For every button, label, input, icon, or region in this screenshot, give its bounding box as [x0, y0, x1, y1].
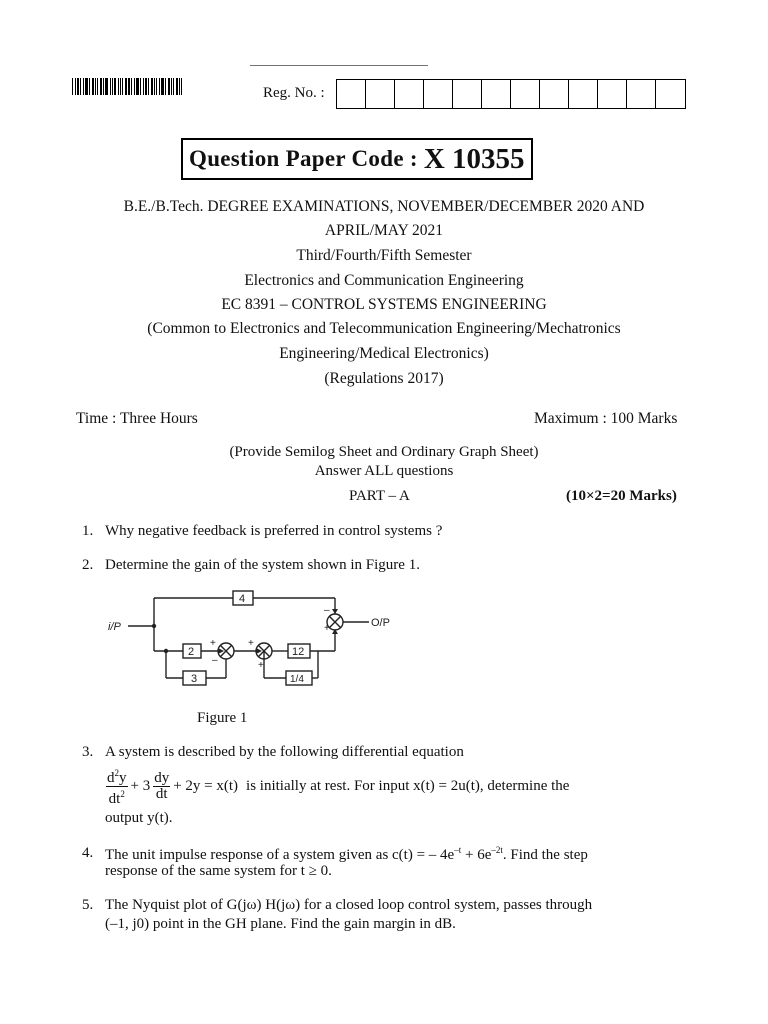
- figure-block-3: 3: [191, 673, 198, 685]
- barcode-bar: [75, 78, 76, 95]
- figure-sign: +: [324, 623, 330, 634]
- figure-1-caption: Figure 1: [197, 710, 248, 726]
- figure-block-quarter: 1/4: [290, 674, 304, 685]
- barcode-bar: [110, 78, 111, 95]
- question-number: 4.: [82, 845, 94, 861]
- barcode-bar: [171, 78, 172, 95]
- question-number: 2.: [82, 557, 94, 573]
- barcode-bar: [95, 78, 96, 95]
- question-3-line-3: output y(t).: [105, 810, 173, 826]
- reg-no-digit-box[interactable]: [598, 80, 627, 108]
- reg-no-digit-box[interactable]: [424, 80, 453, 108]
- exam-title-line-2: APRIL/MAY 2021: [324, 222, 444, 239]
- barcode-bar: [140, 78, 141, 95]
- barcode-bar: [179, 78, 180, 95]
- q4-exp-1: –t: [454, 845, 462, 855]
- barcode-bar: [72, 78, 73, 95]
- common-to-line-2: Engineering/Medical Electronics): [279, 345, 489, 362]
- top-link-line: [250, 65, 428, 66]
- paper-code-box: [181, 138, 533, 180]
- barcode-bar: [151, 78, 153, 95]
- figure-input-label: i/P: [108, 621, 121, 633]
- barcode-bar: [128, 78, 130, 95]
- barcode-bar: [118, 78, 119, 95]
- q4-part-a: The unit impulse response of a system given as c(t) = – 4e: [105, 847, 455, 863]
- differential-equation: [106, 765, 569, 807]
- reg-no-label: Reg. No. :: [263, 85, 325, 101]
- figure-sign: +: [258, 660, 264, 671]
- barcode-bar: [112, 78, 113, 95]
- question-number: 5.: [82, 897, 94, 913]
- answer-all-note: Answer ALL questions: [314, 463, 454, 479]
- question-text: Determine the gain of the system shown in Figure 1.: [105, 557, 420, 573]
- barcode-bar: [161, 78, 164, 95]
- question-text: Why negative feedback is preferred in control systems ?: [105, 523, 443, 539]
- barcode-bar: [134, 78, 135, 95]
- question-number: 1.: [82, 523, 94, 539]
- barcode-bar: [154, 78, 155, 95]
- barcode-bar: [89, 78, 90, 95]
- eq-y: y: [119, 769, 127, 786]
- reg-no-digit-box[interactable]: [337, 80, 366, 108]
- question-3-tail: is initially at rest. For input x(t) = 2u(t), determine the: [246, 777, 570, 794]
- barcode-bar: [122, 78, 123, 95]
- figure-sign: –: [324, 605, 330, 616]
- regulations-line: (Regulations 2017): [324, 370, 444, 387]
- figure-block-12: 12: [292, 646, 305, 658]
- eq-rest: + 2y = x(t): [173, 777, 239, 794]
- semester-line: Third/Fourth/Fifth Semester: [296, 247, 472, 264]
- figure-sign: +: [248, 638, 254, 649]
- q4-part-b: + 6e: [461, 847, 492, 863]
- eq-sup: 2: [120, 788, 125, 799]
- provide-note: (Provide Semilog Sheet and Ordinary Graph Sheet): [229, 444, 539, 460]
- barcode-bar: [168, 78, 170, 95]
- barcode-bar: [143, 78, 144, 95]
- reg-no-digit-box[interactable]: [366, 80, 395, 108]
- barcode-bar: [114, 78, 116, 95]
- barcode-bar: [145, 78, 147, 95]
- barcode-bar: [125, 78, 127, 95]
- barcode-bar: [80, 78, 81, 95]
- part-heading: PART – A: [349, 488, 410, 504]
- q4-part-c: . Find the step: [502, 847, 588, 863]
- barcode-bar: [103, 78, 104, 95]
- course-line: EC 8391 – CONTROL SYSTEMS ENGINEERING: [221, 296, 547, 313]
- reg-no-digit-box[interactable]: [627, 80, 656, 108]
- common-to-line-1: (Common to Electronics and Telecommunication Engineering/Mechatronics: [147, 320, 621, 337]
- barcode-bar: [100, 78, 102, 95]
- eq-dt2: dt: [155, 785, 168, 802]
- barcode-bar: [85, 78, 88, 95]
- barcode-bar: [181, 78, 182, 95]
- q4-exp-2: –2t: [491, 845, 503, 855]
- barcode-bar: [165, 78, 166, 95]
- barcode: [72, 78, 188, 95]
- question-number: 3.: [82, 744, 94, 760]
- barcode-bar: [92, 78, 94, 95]
- question-5-line-2: (–1, j0) point in the GH plane. Find the gain margin in dB.: [105, 916, 456, 932]
- eq-dt: dt: [108, 790, 121, 807]
- barcode-bar: [131, 78, 132, 95]
- figure-output-label: O/P: [371, 617, 390, 629]
- reg-no-digit-box[interactable]: [569, 80, 598, 108]
- barcode-bar: [148, 78, 149, 95]
- reg-no-digit-box[interactable]: [482, 80, 511, 108]
- part-marks: (10×2=20 Marks): [566, 488, 677, 504]
- fraction-dy-dt: [153, 771, 170, 802]
- barcode-bar: [136, 78, 139, 95]
- question-4-line-2: response of the same system for t ≥ 0.: [105, 863, 332, 879]
- figure-sign: +: [210, 638, 216, 649]
- barcode-bar: [156, 78, 157, 95]
- time-label: Time : Three Hours: [76, 410, 198, 427]
- barcode-bar: [176, 78, 178, 95]
- exam-title-line-1: B.E./B.Tech. DEGREE EXAMINATIONS, NOVEMBER/DECEMBER 2020 AND: [123, 198, 645, 215]
- eq-d: d: [107, 769, 115, 786]
- barcode-bar: [83, 78, 84, 95]
- reg-no-digit-box[interactable]: [540, 80, 569, 108]
- paper-code-label: Question Paper Code :: [189, 146, 418, 171]
- barcode-bar: [159, 78, 160, 95]
- reg-no-digit-box[interactable]: [511, 80, 540, 108]
- figure-sign: –: [212, 655, 218, 666]
- max-marks-label: Maximum : 100 Marks: [534, 410, 678, 427]
- paper-code-value: X 10355: [423, 142, 525, 175]
- eq-coef: + 3: [130, 777, 151, 794]
- eq-sup: 2: [114, 767, 119, 778]
- barcode-bar: [173, 78, 174, 95]
- barcode-bar: [97, 78, 98, 95]
- barcode-bar: [77, 78, 79, 95]
- reg-no-digit-box[interactable]: [395, 80, 424, 108]
- question-text: [105, 845, 588, 864]
- branch-line: Electronics and Communication Engineering: [244, 272, 524, 289]
- eq-dy: dy: [154, 769, 170, 786]
- figure-1-block-diagram: [104, 588, 404, 692]
- question-text: A system is described by the following differential equation: [105, 744, 464, 760]
- question-text: The Nyquist plot of G(jω) H(jω) for a closed loop control system, passes through: [105, 897, 593, 913]
- figure-block-4: 4: [239, 593, 246, 605]
- barcode-bar: [120, 78, 121, 95]
- barcode-bar: [105, 78, 108, 95]
- reg-no-digit-box[interactable]: [453, 80, 482, 108]
- figure-block-2: 2: [188, 646, 195, 658]
- reg-no-digit-box[interactable]: [656, 80, 685, 108]
- reg-no-boxes[interactable]: [336, 79, 686, 109]
- fraction-d2y-dt2: [106, 766, 128, 807]
